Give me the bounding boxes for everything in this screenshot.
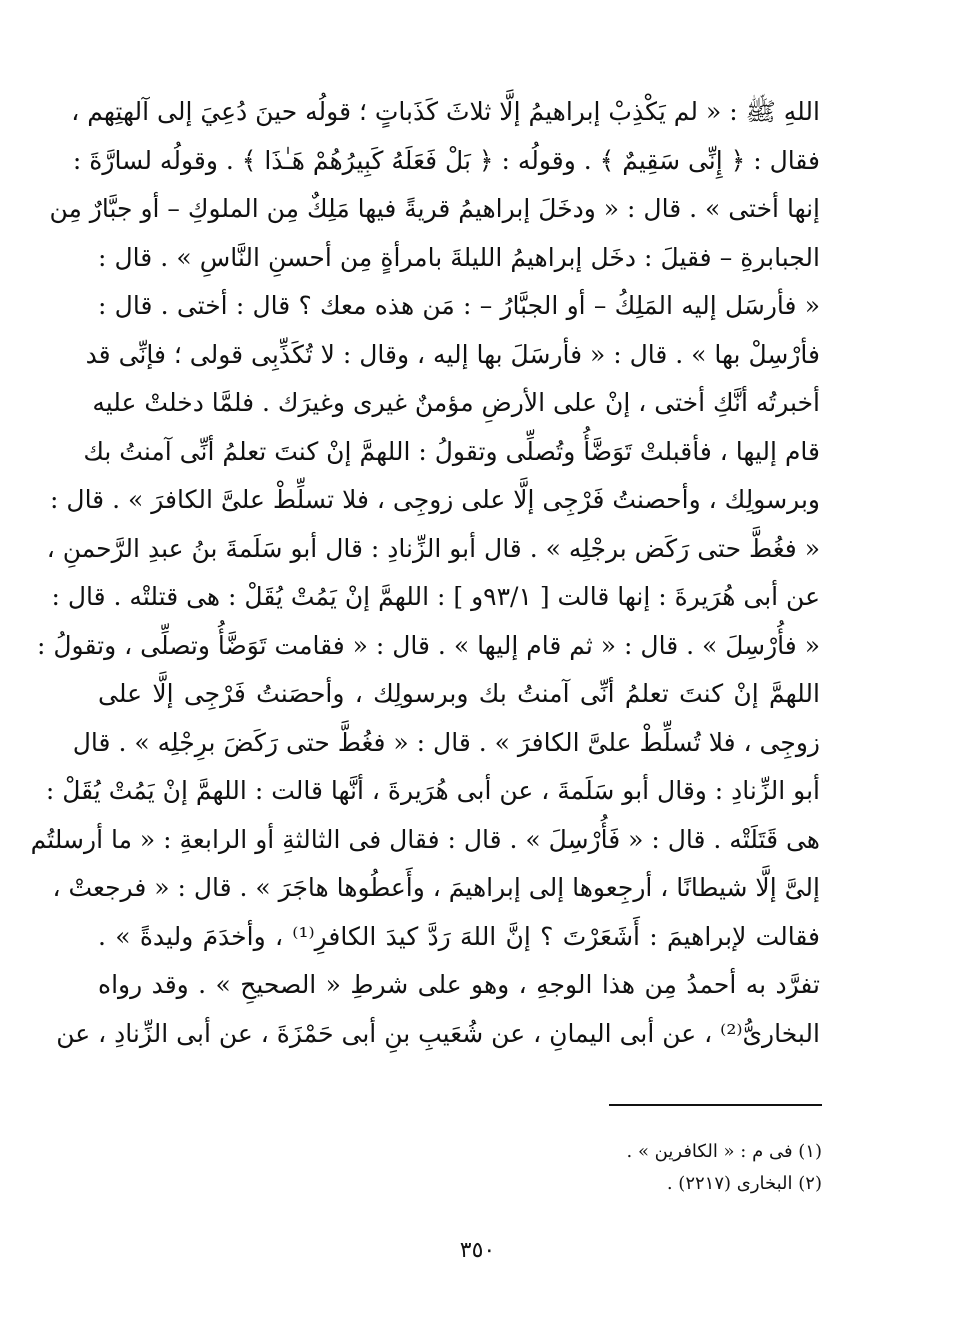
page-number: ٣٥٠ xyxy=(459,1238,496,1263)
footnote-1: (١) فى م : « الكافرين » . xyxy=(626,1141,822,1162)
text-line: هى قَتَلَتْه . قال : « فَأُرْسِلَ » . قال : فقال فى الثالثةِ أو الرابعةِ : « ما أرسلتُم xyxy=(30,824,820,854)
text-line: أخبرتُه أنَّكِ أختى ، إنْ على الأرضِ مؤمنٌ غيرى وغيرَك . فلمَّا دخلتْ عليه xyxy=(92,388,820,417)
text-line: إنها أختى » . قال : « ودخَلَ إبراهيمُ قريةً فيها مَلِكٌ مِن الملوكِ – أو جبَّارٌ مِن xyxy=(49,194,820,223)
text-line: عن أبى هُرَيرةَ : إنها قالت [ ٩٣/١و ] : اللهمَّ إنْ يَمُتْ يُقَلْ : هى قتلتْه . قال : xyxy=(51,582,820,611)
text-line: « فأُرْسِلَ » . قال : « ثم قام إليها » . قال : « فقامت تَوَضَّأُ وتصلِّى ، وتقولُ : xyxy=(37,630,820,660)
text-line: « فأرسَل إليه المَلِكُ – أو الجبَّارُ – : مَن هذه معك ؟ قال : أختى . قال : xyxy=(98,291,820,320)
text-line: فقالت لإبراهيمَ : أَشَعَرْتَ ؟ إنَّ اللهَ رَدَّ كيدَ الكافرِ⁽¹⁾ ، وأخدَمَ وليدةً » . xyxy=(98,921,820,951)
text-line: قام إليها ، فأقبلتْ تَوَضَّأُ وتُصلِّى وتقولُ : اللهمَّ إنْ كنتَ تعلمُ أنِّى آمنتُ بك xyxy=(83,436,820,466)
text-line: اللهمَّ إنْ كنتَ تعلمُ أنِّى آمنتُ بك وبرسولِك ، وأحصَنتُ فَرْجِى إلَّا على xyxy=(98,679,820,708)
text-line: فقال : ﴿ إِنِّى سَقِيمٌ ﴾ . وقولُه : ﴿ بَلْ فَعَلَهُ كَبِيرُهُمْ هَـٰذَا ﴾ . وقولُه لسارَّةَ : xyxy=(72,145,820,175)
footnotes xyxy=(627,1136,823,1200)
footnote-2: (٢) البخارى (٢٢١٧) . xyxy=(666,1173,822,1194)
text-line: أبو الزِّنادِ : وقال أبو سَلَمةَ ، عن أبى هُرَيرةَ ، أنَّها قالت : اللهمَّ إنْ يَمُتْ يُقَلْ : xyxy=(45,776,820,805)
main-text xyxy=(30,88,820,1058)
footnote-separator xyxy=(609,1104,822,1106)
text-line: البخارىُّ⁽²⁾ ، عن أبى اليمانِ ، عن شُعَيبِ بنِ أبى حَمْزَةَ ، عن أبى الزِّنادِ ، عن xyxy=(56,1018,820,1048)
text-line: الجبابرةِ – فقيلَ : دخَل إبراهيمُ الليلةَ بامرأةٍ مِن أحسنِ النَّاسِ » . قال : xyxy=(98,242,820,272)
text-line: فأرْسِلْ بها » . قال : « فأرسَلَ بها إليه ، وقال : لا تُكَذِّبِى قولى ؛ فإنِّى قد xyxy=(85,339,820,369)
text-line: اللهِ ﷺ : « لم يَكْذِبْ إبراهيمُ إلَّا ثلاثَ كَذَباتٍ ؛ قولُه حينَ دُعِيَ إلى آلهتِهم ، xyxy=(71,97,820,126)
text-line: « فغُطَّ حتى رَكَض برجْلِه » . قال أبو الزِّنادِ : قال أبو سَلَمةَ بنُ عبدِ الرَّحمنِ ، xyxy=(46,533,820,563)
text-line: وبرسولِك ، وأحصنتُ فَرْجِى إلَّا على زوجِى ، فلا تسلِّطْ علىَّ الكافرَ » . قال : xyxy=(50,485,820,514)
text-line: زوجِى ، فلا تُسلِّطْ علىَّ الكافرَ » . قال : « فغُطَّ حتى رَكَضَ برِجْلِه » . قال xyxy=(72,727,820,757)
text-line: تفرَّد به أحمدُ مِن هذا الوجهِ ، وهو على شرطِ « الصحيحِ » . وقد رواه xyxy=(98,970,820,999)
text-line: إلىَّ إلَّا شيطانًا ، أرجِعوها إلى إبراهيمَ ، وأَعطُوها هاجَرَ » . قال : « فرجعتْ ، xyxy=(52,873,820,902)
